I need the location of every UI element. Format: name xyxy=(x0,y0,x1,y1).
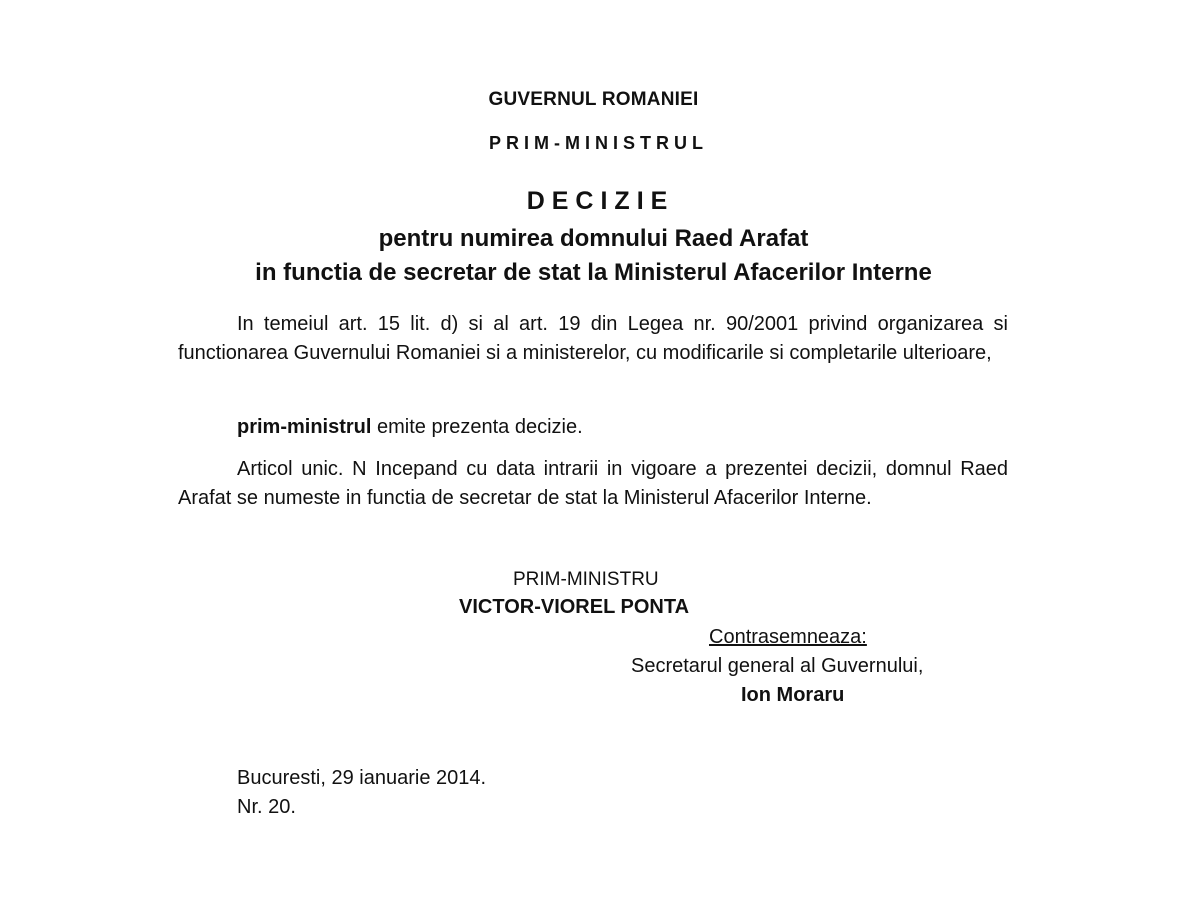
article-text: Articol unic. N Incepand cu data intrarii in vigoare a prezentei decizii, domnul Raed Arafat se numeste in functia de secretar de stat la Ministerul Afacerilor Interne. xyxy=(178,458,1008,509)
article-paragraph xyxy=(178,455,1008,513)
signature-title: PRIM-MINISTRU xyxy=(513,569,659,590)
document-type-title: DECIZIE xyxy=(526,187,675,215)
countersignature-role: Secretarul general al Guvernului, xyxy=(631,655,924,677)
issuer-header: PRIM-MINISTRUL xyxy=(489,133,708,153)
countersignature-label: Contrasemneaza: xyxy=(709,626,867,648)
place-and-date: Bucuresti, 29 ianuarie 2014. xyxy=(237,767,487,789)
government-header: GUVERNUL ROMANIEI xyxy=(488,89,699,110)
countersignature-name: Ion Moraru xyxy=(741,684,845,706)
issuance-paragraph xyxy=(178,413,1008,442)
issuance-text: emite prezenta decizie. xyxy=(371,416,583,438)
signature-name: VICTOR-VIOREL PONTA xyxy=(459,596,690,618)
document-number: Nr. 20. xyxy=(237,796,296,818)
issuance-subject: prim-ministrul xyxy=(237,416,372,438)
legal-basis-text: In temeiul art. 15 lit. d) si al art. 19 din Legea nr. 90/2001 privind organizarea si functionarea Guvernului Romaniei si a ministerelor, cu modificarile si completarile ulterioare, xyxy=(178,313,1008,364)
document-subtitle-line-2: in functia de secretar de stat la Ministerul Afacerilor Interne xyxy=(255,259,932,286)
document-subtitle-line-1: pentru numirea domnului Raed Arafat xyxy=(378,225,809,252)
legal-basis-paragraph xyxy=(178,310,1008,368)
